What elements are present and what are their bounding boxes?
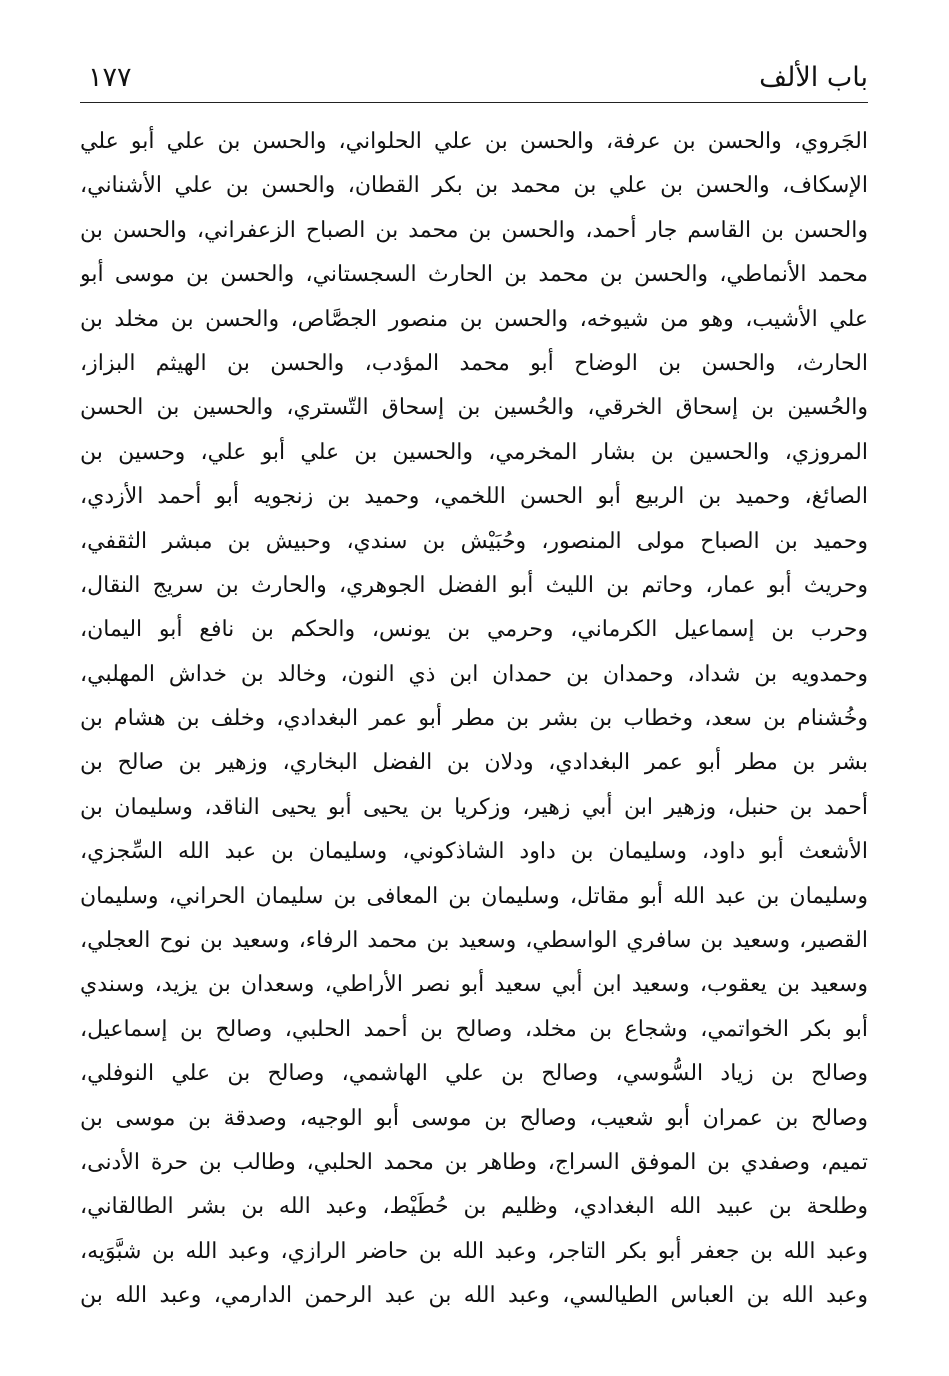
text-line: وطلحة بن عبيد الله البغدادي، وظليم بن حُطَيْط، وعبد الله بن بشر الطالقاني،	[80, 1194, 868, 1220]
body-text	[80, 120, 868, 1319]
text-line: والحُسين بن إسحاق الخرقي، والحُسين بن إسحاق التّستري، والحسين بن الحسن	[80, 395, 868, 421]
text-line: والحسن بن القاسم جار أحمد، والحسن بن محمد بن الصباح الزعفراني، والحسن بن	[80, 217, 868, 243]
text-line: وحرب بن إسماعيل الكرماني، وحرمي بن يونس، والحكم بن نافع أبو اليمان،	[80, 617, 868, 643]
text-line: القصير، وسعيد بن سافري الواسطي، وسعيد بن محمد الرفاء، وسعيد بن نوح العجلي،	[80, 928, 868, 954]
text-line: الصائغ، وحميد بن الربيع أبو الحسن اللخمي، وحميد بن زنجويه أبو أحمد الأزدي،	[80, 484, 868, 510]
text-line: الأشعث أبو داود، وسليمان بن داود الشاذكوني، وسليمان بن عبد الله السِّجزي،	[80, 839, 868, 865]
page-number: ١٧٧	[88, 62, 132, 93]
text-line: الحارث، والحسن بن الوضاح أبو محمد المؤدب، والحسن بن الهيثم البزاز،	[80, 350, 868, 376]
text-line: علي الأشيب، وهو من شيوخه، والحسن بن منصور الجصَّاص، والحسن بن مخلد بن	[80, 306, 868, 332]
chapter-title: باب الألف	[759, 62, 868, 93]
text-line: أحمد بن حنبل، وزهير ابن أبي زهير، وزكريا بن يحيى أبو يحيى الناقد، وسليمان بن	[80, 794, 868, 820]
text-line: وصالح بن عمران أبو شعيب، وصالح بن موسى أبو الوجيه، وصدقة بن موسى بن	[80, 1105, 868, 1131]
text-line: بشر بن مطر أبو عمر البغدادي، ودلان بن الفضل البخاري، وزهير بن صالح بن	[80, 750, 868, 776]
header-divider	[80, 102, 868, 103]
text-line: وسليمان بن عبد الله أبو مقاتل، وسليمان بن المعافى بن سليمان الحراني، وسليمان	[80, 883, 868, 909]
text-line: وعبد الله بن جعفر أبو بكر التاجر، وعبد الله بن حاضر الرازي، وعبد الله بن شبَّوَيه،	[80, 1238, 868, 1264]
text-line: الجَروي، والحسن بن عرفة، والحسن بن علي الحلواني، والحسن بن علي أبو علي	[80, 129, 868, 154]
text-line: وسعيد بن يعقوب، وسعيد ابن أبي سعيد أبو نصر الأراطي، وسعدان بن يزيد، وسندي	[80, 972, 868, 998]
text-line: أبو بكر الخواتمي، وشجاع بن مخلد، وصالح بن أحمد الحلبي، وصالح بن إسماعيل،	[80, 1016, 868, 1042]
text-line: محمد الأنماطي، والحسن بن محمد بن الحارث السجستاني، والحسن بن موسى أبو	[80, 262, 868, 288]
text-line: وخُشنام بن سعد، وخطاب بن بشر بن مطر أبو عمر البغدادي، وخلف بن هشام بن	[80, 706, 868, 732]
page-header	[80, 52, 868, 104]
text-line: وحميد بن الصباح مولى المنصور، وحُبَيْش بن سندي، وحبيش بن مبشر الثقفي،	[80, 528, 868, 554]
text-line: تميم، وصفدي بن الموفق السراج، وطاهر بن محمد الحلبي، وطالب بن حرة الأدنى،	[80, 1149, 868, 1175]
text-line: وعبد الله بن العباس الطيالسي، وعبد الله بن عبد الرحمن الدارمي، وعبد الله بن	[80, 1283, 868, 1309]
text-line: الإسكاف، والحسن بن علي بن محمد بن بكر القطان، والحسن بن علي الأشناني،	[80, 173, 868, 199]
text-line: المروزي، والحسين بن بشار المخرمي، والحسين بن علي أبو علي، وحسين بن	[80, 439, 868, 465]
text-line: وحريث أبو عمار، وحاتم بن الليث أبو الفضل الجوهري، والحارث بن سريج النقال،	[80, 572, 868, 598]
text-line: وصالح بن زياد السُّوسي، وصالح بن علي الهاشمي، وصالح بن علي النوفلي،	[80, 1061, 868, 1087]
text-line: وحمدويه بن شداد، وحمدان بن حمدان ابن ذي النون، وخالد بن خداش المهلبي،	[80, 661, 868, 687]
